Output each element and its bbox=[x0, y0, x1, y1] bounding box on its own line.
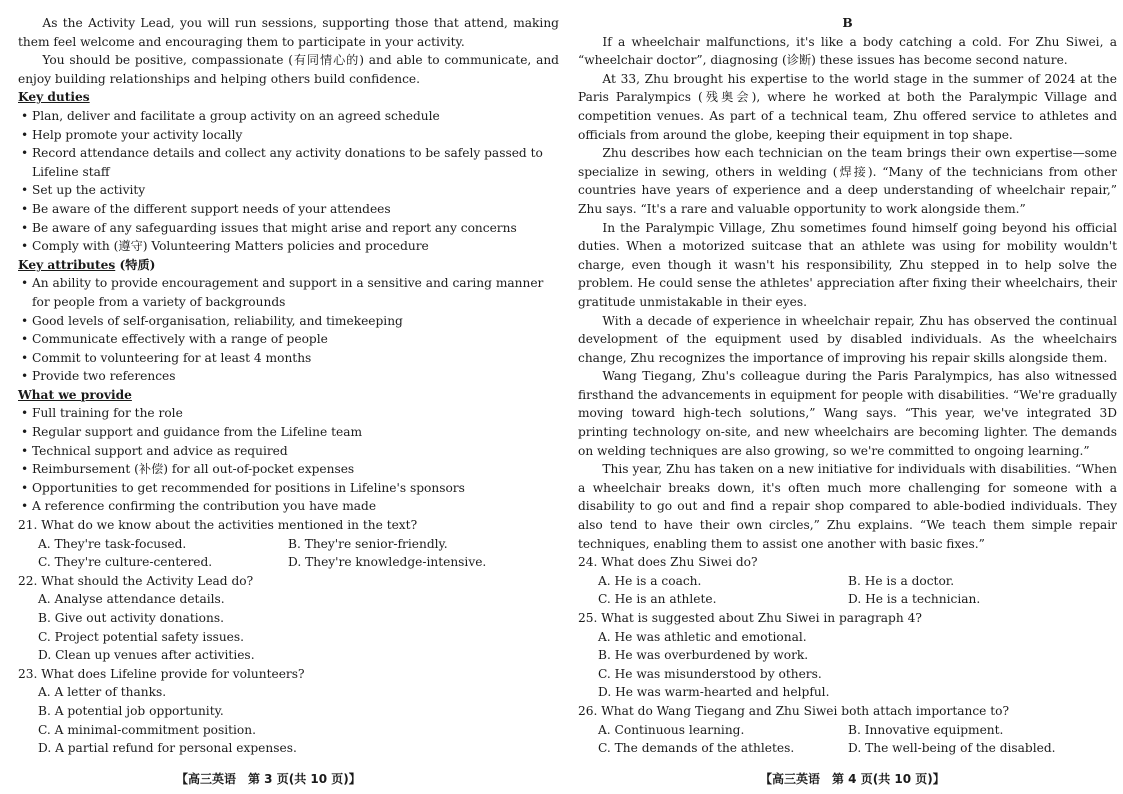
list-item: • Plan, deliver and facilitate a group activity on an agreed schedule bbox=[18, 107, 559, 126]
option-a: A. A letter of thanks. bbox=[38, 685, 167, 700]
passage-paragraph-7: This year, Zhu has taken on a new initiative for individuals with disabilities. “When a wheelchair breaks down, it's often much more challenging for someone with a disability to go out and find a repair shop compared to able-bodied individuals. They also tend to have their own circles,” Zhu explains. “We teach them simple repair techniques, enabling them to assist one another with basic fixes.” bbox=[578, 462, 1117, 551]
question-26-options-ab bbox=[578, 721, 1117, 740]
right-column bbox=[578, 14, 1117, 758]
list-item: • A reference confirming the contribution you have made bbox=[18, 497, 559, 516]
list-item: • Be aware of the different support needs of your attendees bbox=[18, 200, 559, 219]
list-item: • Opportunities to get recommended for positions in Lifeline's sponsors bbox=[18, 479, 559, 498]
option-c: C. A minimal-commitment position. bbox=[38, 722, 256, 737]
option-c: C. Project potential safety issues. bbox=[38, 629, 245, 644]
what-we-provide-heading: What we provide bbox=[18, 387, 132, 402]
list-item: • Provide two references bbox=[18, 367, 559, 386]
passage-paragraph-5: With a decade of experience in wheelchair repair, Zhu has observed the continual development of the equipment used by disabled individuals. As the wheelchairs change, Zhu recognizes the importance of improving his repair skills alongside them. bbox=[578, 313, 1117, 365]
list-item: • Record attendance details and collect any activity donations to be safely passed to Lifeline staff bbox=[18, 144, 559, 181]
option-d: D. Clean up venues after activities. bbox=[38, 648, 255, 663]
list-item: • Full training for the role bbox=[18, 404, 559, 423]
option-d: D. He is a technician. bbox=[848, 592, 981, 607]
left-column bbox=[18, 14, 559, 758]
question-24: 24. What does Zhu Siwei do? bbox=[578, 555, 758, 570]
option-b: B. They're senior-friendly. bbox=[288, 536, 448, 551]
option-c: C. He was misunderstood by others. bbox=[598, 666, 822, 681]
question-22: 22. What should the Activity Lead do? bbox=[18, 573, 254, 588]
question-26-options-cd bbox=[578, 739, 1117, 758]
option-d: D. They're knowledge-intensive. bbox=[288, 555, 487, 570]
option-a: A. He was athletic and emotional. bbox=[598, 629, 807, 644]
question-24-options-ab bbox=[578, 572, 1117, 591]
question-21: 21. What do we know about the activities mentioned in the text? bbox=[18, 518, 418, 533]
passage-paragraph-3: Zhu describes how each technician on the team brings their own expertise—some specialize in sewing, others in welding (焊接). “Many of the technicians from other countries have years of experience and a deep understanding of wheelchair repair,” Zhu says. “It's a rare and valuable opportunity to work alongside them.” bbox=[578, 146, 1117, 216]
list-item: • Be aware of any safeguarding issues that might arise and report any concerns bbox=[18, 219, 559, 238]
page-footer-left: 【高三英语 第 3 页(共 10 页)】 bbox=[176, 772, 361, 786]
passage-paragraph-4: In the Paralympic Village, Zhu sometimes found himself going beyond his official duties. When a motorized suitcase that an athlete was using for mobility wouldn't charge, even though it wasn't his responsibility, Zhu stepped in to help solve the problem. He could sense the athletes' appreciation after fixing their wheelchairs, their gratitude unmistakable in their eyes. bbox=[578, 220, 1117, 309]
question-25: 25. What is suggested about Zhu Siwei in paragraph 4? bbox=[578, 611, 922, 625]
list-item: • Commit to volunteering for at least 4 months bbox=[18, 349, 559, 368]
option-b: B. He is a doctor. bbox=[848, 573, 955, 588]
option-b: B. Innovative equipment. bbox=[848, 722, 1004, 737]
list-item: • Set up the activity bbox=[18, 181, 559, 200]
option-a: A. They're task-focused. bbox=[38, 536, 187, 551]
question-23: 23. What does Lifeline provide for volunteers? bbox=[18, 666, 305, 681]
list-item: • Comply with (遵守) Volunteering Matters policies and procedure bbox=[18, 237, 559, 256]
option-b: B. Give out activity donations. bbox=[38, 611, 224, 625]
section-title: B bbox=[842, 16, 853, 30]
option-d: D. The well-being of the disabled. bbox=[848, 741, 1056, 756]
list-item: • Regular support and guidance from the Lifeline team bbox=[18, 423, 559, 442]
list-item: • An ability to provide encouragement and support in a sensitive and caring manner for people from a variety of backgrounds bbox=[18, 274, 559, 311]
what-we-provide-list bbox=[18, 404, 559, 516]
key-attributes-list bbox=[18, 274, 559, 386]
list-item: • Good levels of self-organisation, reliability, and timekeeping bbox=[18, 312, 559, 331]
question-21-options-ab bbox=[18, 535, 559, 554]
passage-paragraph-2: At 33, Zhu brought his expertise to the world stage in the summer of 2024 at the Paris Paralympics (残奥会), where he worked at both the Paralympic Village and competition venues. As part of a technical team, Zhu offered service to athletes and officials from around the globe, keeping their equipment in top shape. bbox=[578, 71, 1117, 142]
option-d: D. He was warm-hearted and helpful. bbox=[598, 685, 830, 700]
key-duties-list bbox=[18, 107, 559, 256]
option-a: A. He is a coach. bbox=[598, 573, 702, 588]
option-b: B. A potential job opportunity. bbox=[38, 703, 224, 718]
list-item: • Help promote your activity locally bbox=[18, 126, 559, 145]
page-footer-right: 【高三英语 第 4 页(共 10 页)】 bbox=[760, 772, 945, 786]
question-24-options-cd bbox=[578, 590, 1117, 609]
option-b: B. He was overburdened by work. bbox=[598, 648, 809, 663]
key-duties-heading: Key duties bbox=[18, 90, 90, 105]
option-c: C. The demands of the athletes. bbox=[598, 741, 795, 756]
option-c: C. They're culture-centered. bbox=[38, 555, 213, 570]
list-item: • Technical support and advice as required bbox=[18, 442, 559, 461]
passage-paragraph-6: Wang Tiegang, Zhu's colleague during the Paris Paralympics, has also witnessed firsthand the advancements in equipment for people with disabilities. “We're gradually moving toward high-tech solutions,” Wang says. “This year, we've integrated 3D printing technology on-site, and new wheelchairs are becoming lighter. The demands on welding techniques are also growing, so we're committed to ongoing learning.” bbox=[578, 369, 1117, 458]
intro-paragraph-2: You should be positive, compassionate (有同情心的) and able to communicate, and enjoy building relationships and helping others build confidence. bbox=[18, 53, 559, 86]
option-a: A. Continuous learning. bbox=[598, 722, 745, 737]
option-a: A. Analyse attendance details. bbox=[38, 592, 225, 607]
question-26: 26. What do Wang Tiegang and Zhu Siwei both attach importance to? bbox=[578, 703, 1010, 718]
question-21-options-cd bbox=[18, 553, 559, 572]
option-d: D. A partial refund for personal expenses. bbox=[38, 741, 297, 756]
intro-paragraph-1: As the Activity Lead, you will run sessions, supporting those that attend, making them feel welcome and encouraging them to participate in your activity. bbox=[18, 16, 559, 49]
list-item: • Communicate effectively with a range of people bbox=[18, 330, 559, 349]
list-item: • Reimbursement (补偿) for all out-of-pocket expenses bbox=[18, 460, 559, 479]
key-attributes-heading: Key attributes bbox=[18, 257, 116, 272]
key-attributes-heading-line bbox=[18, 256, 559, 275]
option-c: C. He is an athlete. bbox=[598, 592, 717, 607]
passage-paragraph-1: If a wheelchair malfunctions, it's like a body catching a cold. For Zhu Siwei, a “wheelchair doctor”, diagnosing (诊断) these issues has become second nature. bbox=[578, 34, 1117, 68]
key-attributes-heading-cn: (特质) bbox=[115, 257, 156, 272]
